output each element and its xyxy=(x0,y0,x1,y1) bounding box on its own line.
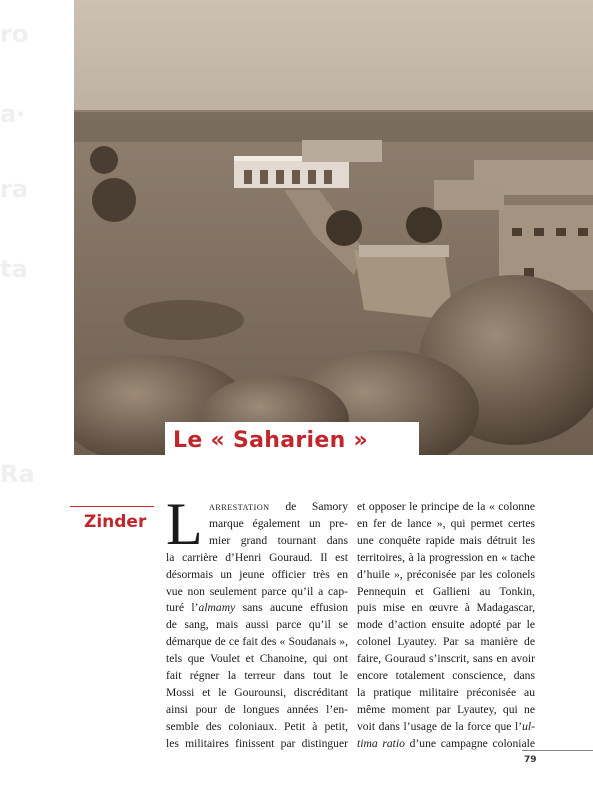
text-line: faire, Gouraud s’inscrit, sans en avoir xyxy=(357,652,535,666)
text-line: territoires, à la progression en « tache xyxy=(357,550,535,564)
text-line: Pennequin et Gallieni au Tonkin, xyxy=(357,584,535,598)
photo-illustration xyxy=(74,0,593,455)
text-line: démarque de ce fait des « Soudanais », xyxy=(166,635,348,649)
title-box xyxy=(165,422,419,460)
text-line: colonel Lyautey. Par sa manière de xyxy=(357,635,535,649)
text-line: de sang, mais aussi parce qu’il se xyxy=(166,618,348,632)
text-line: la pratique militaire préconisée au xyxy=(357,685,535,699)
italic-term: ul- xyxy=(522,719,535,733)
text-line: la carrière d’Henri Gouraud. Il est xyxy=(166,550,348,564)
bleed-through-text: ro a· ra ta Ra xyxy=(0,20,35,488)
text-line: semble des coloniaux. Petit à petit, xyxy=(166,719,348,733)
sidebar-rule xyxy=(70,506,154,507)
right-text-column xyxy=(357,499,535,753)
zinder-photograph xyxy=(74,0,593,455)
text-line: encore totalement conscience, dans xyxy=(357,669,535,683)
text-line: tima ratio d’une campagne coloniale xyxy=(357,736,536,750)
text-line: en fer de lance », qui permet certes xyxy=(357,516,535,530)
text-line: voit dans l’usage de la force que l’ul- xyxy=(357,719,535,733)
text-line: les militaires finissent par distinguer xyxy=(166,736,348,750)
text-line: d’huile », préconisée par les colonels xyxy=(357,567,535,581)
text-line: vue non seulement parce qu’il a cap- xyxy=(166,584,348,598)
opening-smallcaps: arrestation xyxy=(209,500,270,513)
italic-term: almamy xyxy=(198,601,236,615)
page-number: 79 xyxy=(524,755,537,765)
italic-term: tima ratio xyxy=(357,736,405,750)
dropcap: L xyxy=(166,491,203,557)
text-fragment: de Samory xyxy=(269,500,348,513)
text-line: même moment par Lyautey, qui ne xyxy=(357,702,535,716)
folio-rule xyxy=(522,750,593,751)
text-line: fait régner la terreur dans tout le xyxy=(166,669,348,683)
text-line: mode d’action ensuite adopté par le xyxy=(357,618,535,632)
text-line: et opposer le principe de la « colonne xyxy=(357,500,535,513)
text-line xyxy=(166,499,348,516)
page-title: Le « Saharien » xyxy=(173,428,369,453)
text-line: ainsi pour de longues années l’en- xyxy=(166,702,348,716)
text-line: tels que Voulet et Chanoine, qui ont xyxy=(166,652,348,666)
text-line: mier grand tournant dans xyxy=(209,533,348,547)
left-text-column xyxy=(166,499,348,753)
text-line: puis mise en œuvre à Madagascar, xyxy=(357,601,535,615)
text-line: marque également un pre- xyxy=(209,516,348,530)
text-line: une conquête rapide mais détruit les xyxy=(357,533,535,547)
section-label: Zinder xyxy=(84,512,147,532)
text-line: Mossi et le Gourounsi, discréditant xyxy=(166,685,348,699)
text-line: turé l’almamy sans aucune effusion xyxy=(166,601,348,615)
text-line: désormais un jeune officier très en xyxy=(166,567,348,581)
